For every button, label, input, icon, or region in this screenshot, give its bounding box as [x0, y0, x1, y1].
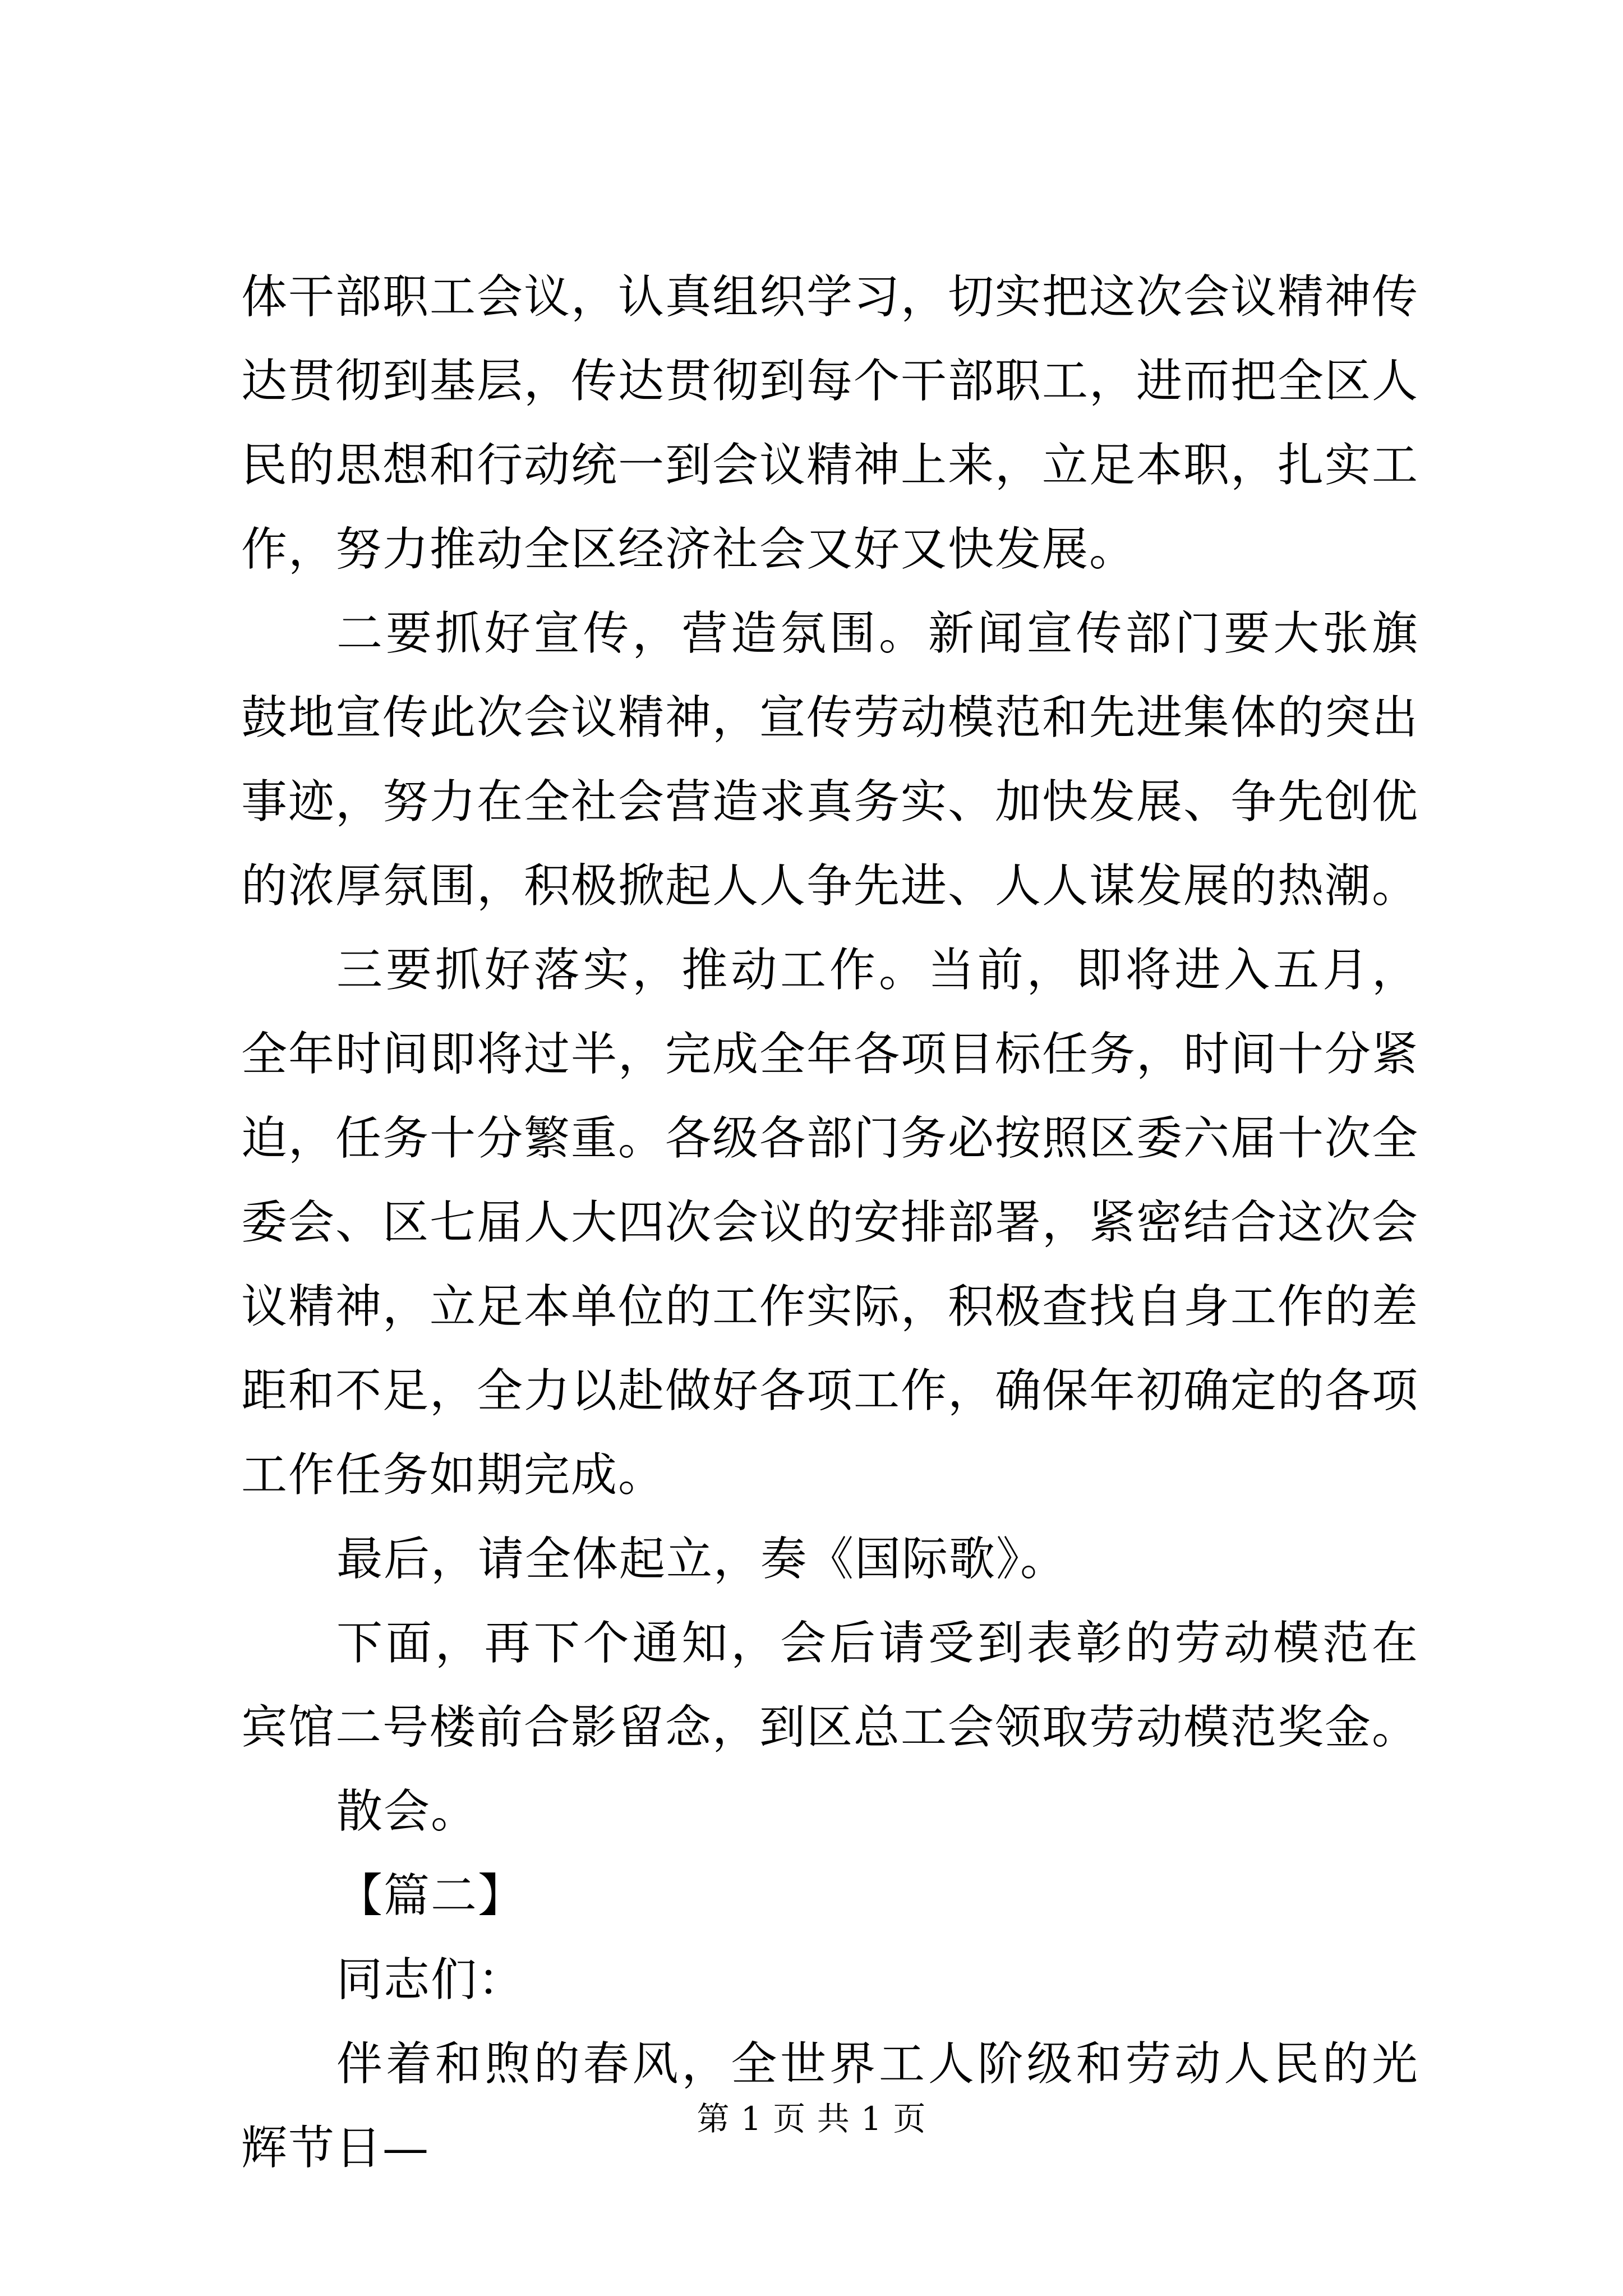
paragraph-implementation: 三要抓好落实，推动工作。当前，即将进入五月，全年时间即将过半，完成全年各项目标任务，时间十分紧迫，任务十分繁重。各级各部门务必按照区委六届十次全委会、区七届人大四次会议的安排部署，紧密结合这次会议精神，立足本单位的工作实际，积极查找自身工作的差距和不足，全力以赴做好各项工作，确保年初确定的各项工作任务如期完成。 — [241, 944, 1419, 1502]
document-body — [241, 255, 1419, 2191]
paragraph-publicity: 二要抓好宣传，营造氛围。新闻宣传部门要大张旗鼓地宣传此次会议精神，宣传劳动模范和先进集体的突出事迹，努力在全社会营造求真务实、加快发展、争先创优的浓厚氛围，积极掀起人人争先进、人人谋发展的热潮。 — [241, 607, 1419, 913]
paragraph-notice: 下面，再下个通知，会后请受到表彰的劳动模范在宾馆二号楼前合影留念，到区总工会领取劳动模范奖金。 — [241, 1617, 1419, 1754]
paragraph-anthem: 最后，请全体起立，奏《国际歌》。 — [336, 1533, 1068, 1586]
section-heading: 【篇二】 — [336, 1869, 525, 1922]
page-footer: 第 1 页 共 1 页 — [697, 2100, 926, 2138]
paragraph-continued: 体干部职工会议，认真组织学习，切实把这次会议精神传达贯彻到基层，传达贯彻到每个干部职工，进而把全区人民的思想和行动统一到会议精神上来，立足本职，扎实工作，努力推动全区经济社会又好又快发展。 — [241, 270, 1419, 576]
salutation: 同志们： — [336, 1953, 525, 2007]
paragraph-opening: 伴着和煦的春风，全世界工人阶级和劳动人民的光辉节日— — [241, 2037, 1419, 2175]
paragraph-adjourn: 散会。 — [336, 1785, 478, 1838]
